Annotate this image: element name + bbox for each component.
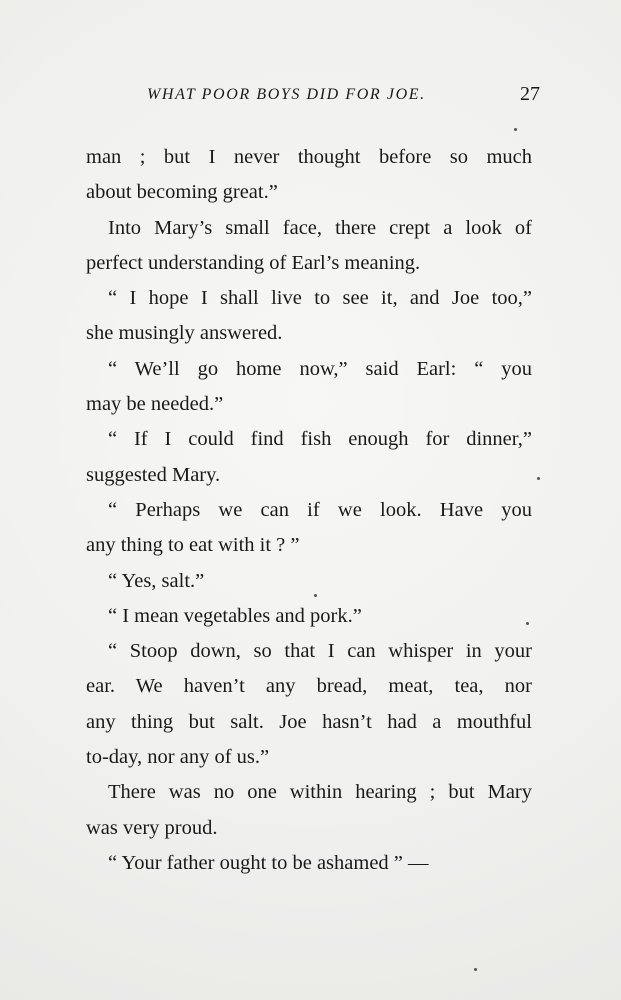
print-speck bbox=[526, 622, 529, 625]
text-line: may be needed.” bbox=[86, 393, 224, 416]
print-speck bbox=[474, 968, 477, 971]
text-line: “ I hope I shall live to see it, and Joe too,” bbox=[108, 287, 532, 310]
text-line: any thing to eat with it ? ” bbox=[86, 534, 300, 557]
running-title: WHAT POOR BOYS DID FOR JOE. bbox=[147, 86, 426, 103]
text-line: she musingly answered. bbox=[86, 322, 283, 345]
text-line: about becoming great.” bbox=[86, 181, 278, 204]
text-line: Into Mary’s small face, there crept a look of bbox=[108, 216, 532, 239]
text-line: any thing but salt. Joe hasn’t had a mouthful bbox=[86, 710, 532, 733]
running-head bbox=[147, 83, 540, 114]
text-line: “ Your father ought to be ashamed ” — bbox=[108, 851, 429, 874]
text-line: to-day, nor any of us.” bbox=[86, 746, 270, 769]
text-line: suggested Mary. bbox=[86, 463, 221, 486]
text-line: “ If I could find fish enough for dinner,” bbox=[108, 428, 532, 451]
body-text bbox=[86, 140, 532, 881]
text-line: “ Stoop down, so that I can whisper in your bbox=[108, 640, 532, 663]
text-line: “ Perhaps we can if we look. Have you bbox=[108, 498, 532, 521]
text-line: “ We’ll go home now,” said Earl: “ you bbox=[108, 357, 532, 380]
text-line: man ; but I never thought before so much bbox=[86, 146, 532, 168]
text-line: “ I mean vegetables and pork.” bbox=[108, 604, 362, 627]
text-line: There was no one within hearing ; but Mary bbox=[108, 781, 532, 804]
text-line: “ Yes, salt.” bbox=[108, 569, 205, 592]
print-speck bbox=[514, 128, 517, 131]
print-speck bbox=[314, 594, 317, 597]
page-number: 27 bbox=[520, 83, 540, 105]
text-line: was very proud. bbox=[86, 816, 218, 839]
print-speck bbox=[537, 477, 540, 480]
text-line: ear. We haven’t any bread, meat, tea, nor bbox=[86, 675, 532, 698]
text-line: perfect understanding of Earl’s meaning. bbox=[86, 251, 421, 274]
